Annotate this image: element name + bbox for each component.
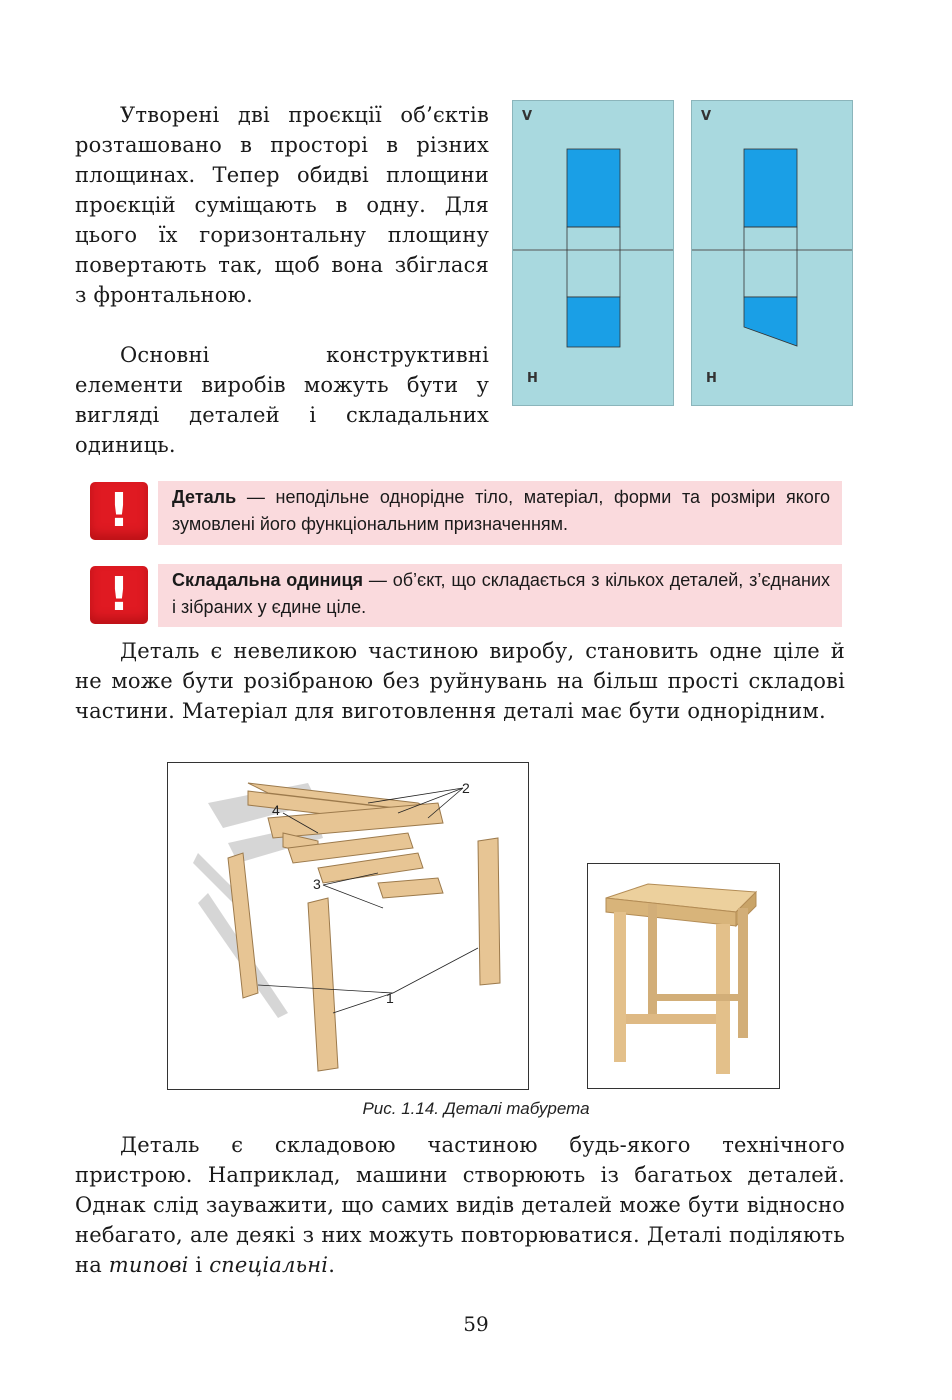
paragraph-text: . [328,1253,336,1277]
paragraph-detail-types [75,1130,845,1280]
definition-text: — об’єкт, що складається з кількох деталей, з’єднаних і зібраних у єдине ціле. [172,570,830,617]
definition-detail [158,481,842,545]
paragraph-projections: Утворені дві проєкції об’єктів розташовано в просторі в різних площинах. Тепер обидві площини проєкцій суміщають в одну. Для цього їх горизонтальну площину повертають так, щоб вона збіглася з фронтальною. [75,103,489,307]
callout-1: 1 [386,990,394,1006]
term-special: спеціальні [209,1253,329,1277]
projection-diagram-left [512,100,674,406]
stool-exploded-view [167,762,529,1090]
paragraph-text: і [188,1253,210,1277]
callout-3: 3 [313,876,321,892]
plane-h-label: H [706,371,717,386]
plane-h-label: H [527,371,538,386]
figure-caption: Рис. 1.14. Деталі табурета [362,1099,590,1118]
term-typical: типові [108,1253,189,1277]
exclamation-icon: ! [90,566,148,624]
projection-diagram-right [691,100,853,406]
page-number: 59 [463,1312,489,1336]
callout-2: 2 [462,780,470,796]
paragraph-text: Деталь є складовою частиною будь-якого технічного пристрою. Наприклад, машини створюють із багатьох деталей. Однак слід зауважити, що самих видів деталей може бути відносно небагато, але деякі з них можуть повторюватися. Деталі поділяють на [75,1133,845,1277]
paragraph-detail: Деталь є невеликою частиною виробу, становить одне ціле й не може бути розібраною без руйнувань на більш прості складові частини. Матеріал для виготовлення деталі має бути однорідним. [75,639,845,723]
plane-v-label: V [701,109,712,124]
definition-assembly-unit [158,564,842,627]
definition-term: Деталь [172,487,237,507]
definition-text: — неподільне однорідне тіло, матеріал, форми та розміри якого зумовлені його функціональним призначенням. [172,487,830,534]
paragraph-elements: Основні конструктивні елементи виробів можуть бути у вигляді деталей і складальних одиниць. [75,343,489,457]
stool-photo [587,863,780,1089]
callout-4: 4 [272,802,280,818]
definition-term: Складальна одиниця [172,570,364,590]
plane-v-label: V [522,109,533,124]
exclamation-icon: ! [90,482,148,540]
